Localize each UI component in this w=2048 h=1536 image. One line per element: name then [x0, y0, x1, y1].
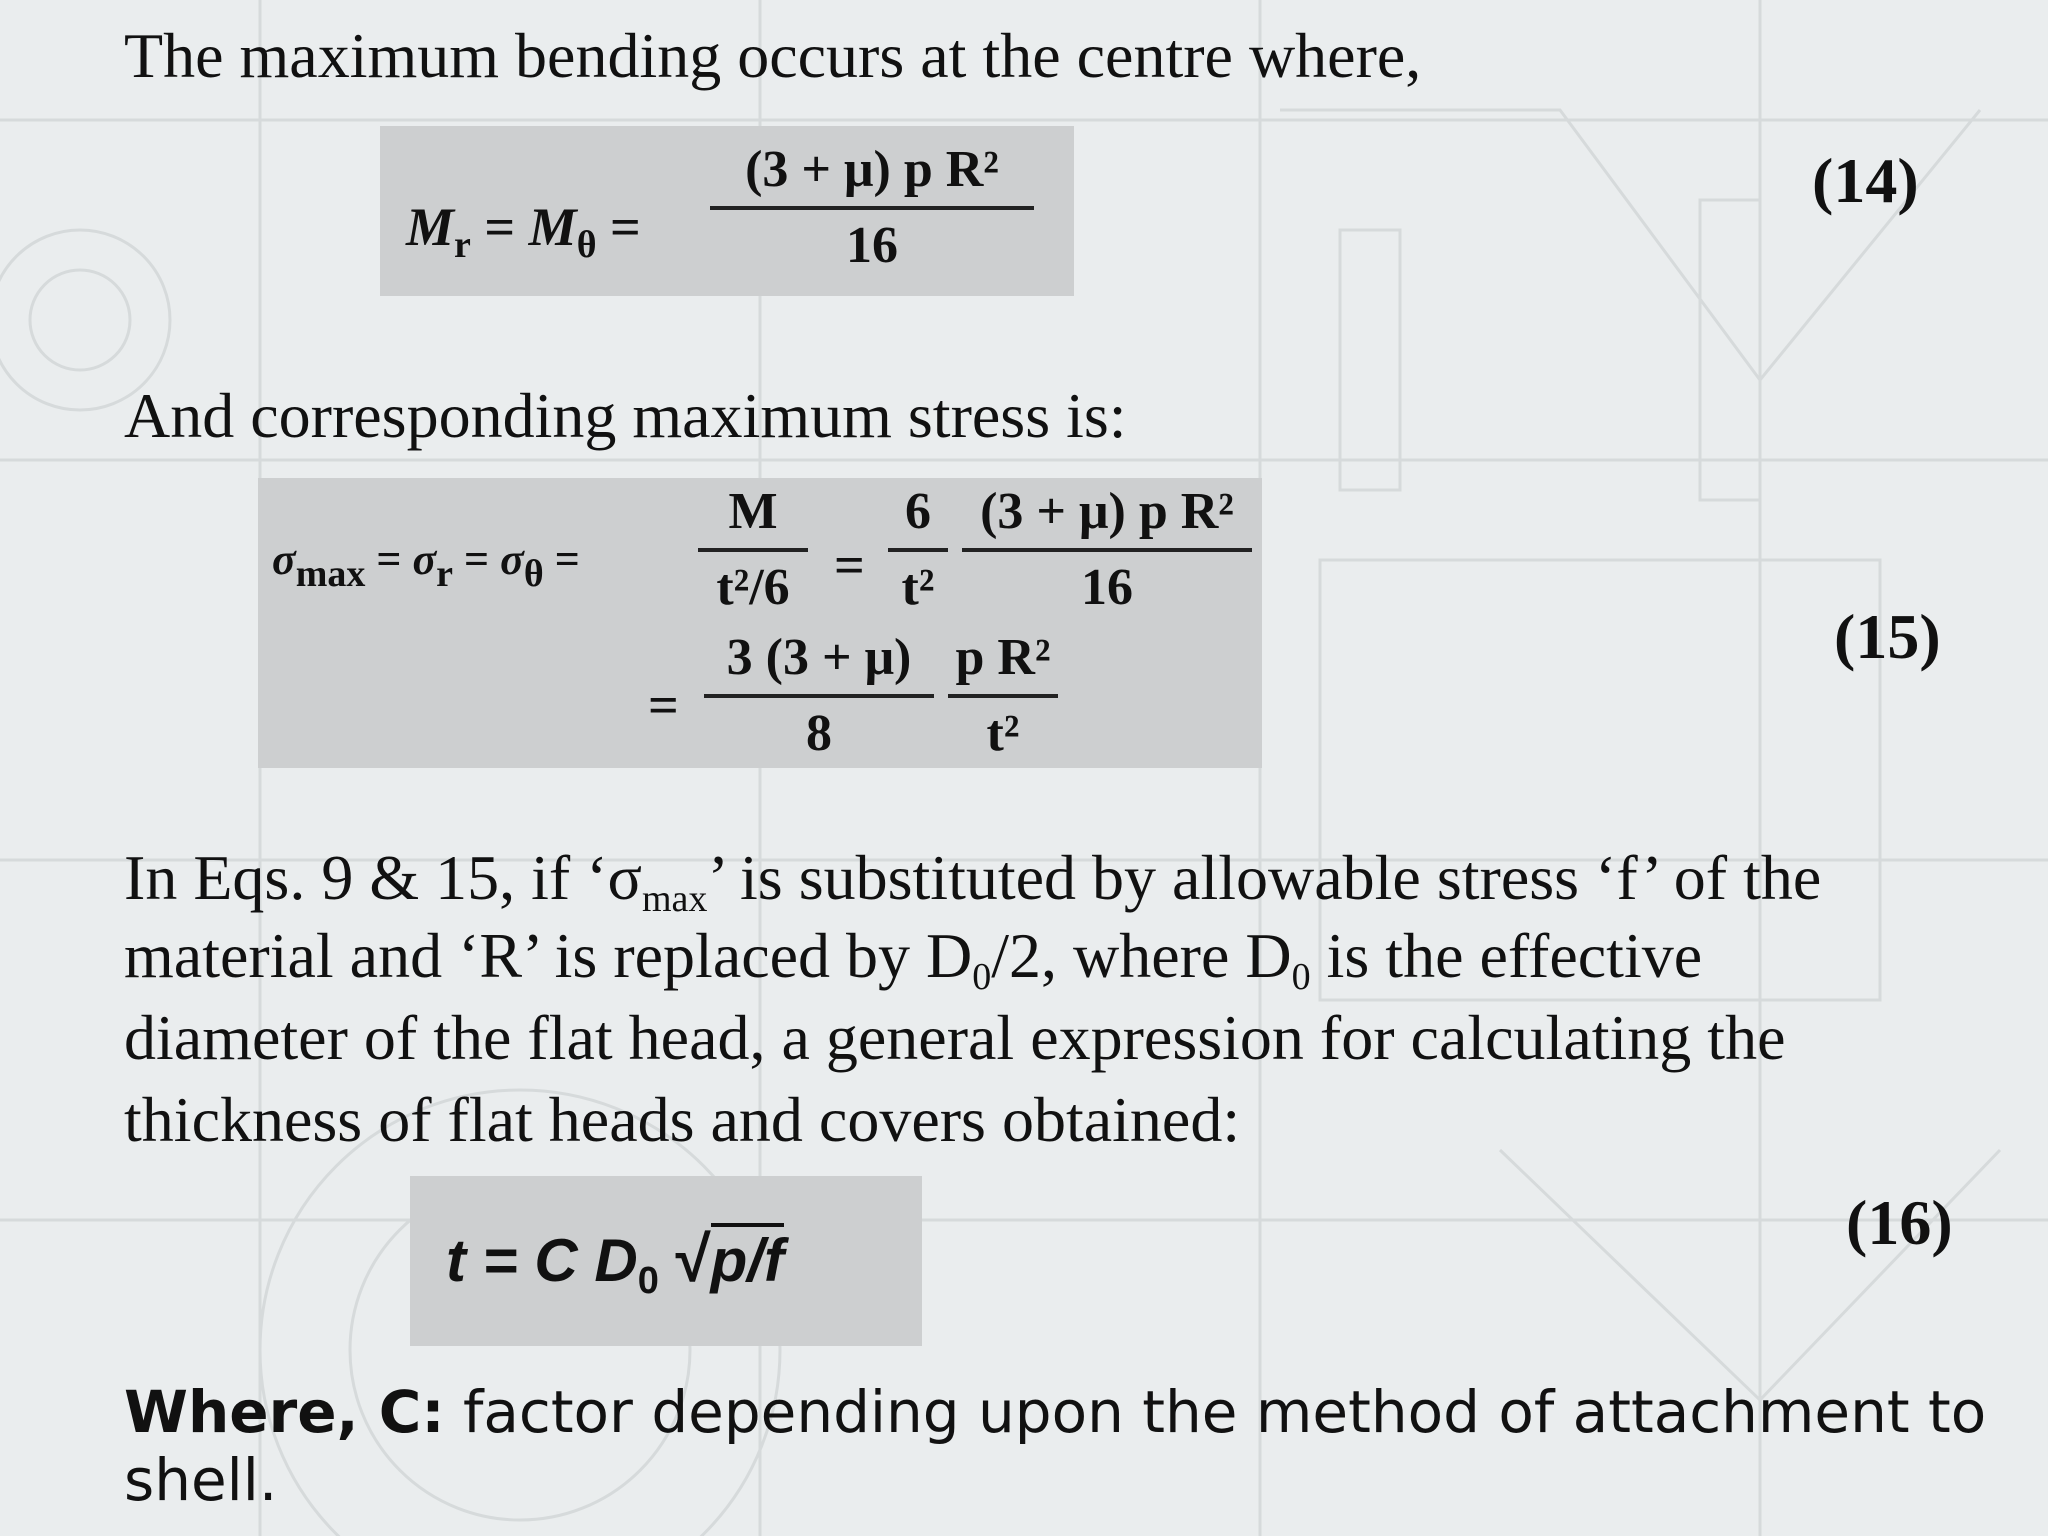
equation-14-lhs: $M_r = M_\theta$ = — [406, 197, 641, 266]
equation-15-fraction-3: (3 + μ) p R² 16 — [962, 482, 1252, 618]
equation-15-fraction-5: p R² t² — [948, 628, 1058, 764]
paragraph-line-3: diameter of the flat head, a general expression for calculating the — [124, 1002, 1786, 1073]
equation-14-number: (14) — [1812, 145, 1919, 216]
where-definition — [124, 1378, 2048, 1514]
where-label: Where, C: — [124, 1378, 445, 1446]
equation-14-box — [380, 126, 1074, 296]
equation-15-fraction-2: 6 t² — [888, 482, 948, 618]
equation-15-fraction-4: 3 (3 + μ) 8 — [704, 628, 934, 764]
paragraph-line-2: material and ‘R’ is replaced by $D_0/2$, where $D_0$ is the effective — [124, 920, 1703, 998]
equation-15-box — [258, 478, 1262, 768]
equation-15-equals-1: = — [834, 535, 865, 595]
stress-intro-text: And corresponding maximum stress is: — [124, 380, 1127, 451]
equation-16-box — [410, 1176, 922, 1346]
equation-15-equals-2: = — [648, 675, 679, 735]
paragraph-line-4: thickness of flat heads and covers obtained: — [124, 1084, 1241, 1155]
equation-16-formula: t = C $D_0$ √p/f — [446, 1223, 784, 1302]
equation-14-fraction — [710, 140, 1034, 276]
where-text: factor depending upon the method of attachment to shell. — [124, 1378, 1987, 1514]
intro-text: The maximum bending occurs at the centre where, — [124, 20, 1422, 91]
equation-14-numerator: (3 + μ) p R² — [745, 141, 999, 198]
equation-15-lhs: $\sigma_{max} = \sigma_r = \sigma_\theta$ = — [272, 535, 580, 595]
equation-16-number: (16) — [1846, 1187, 1953, 1258]
equation-15-number: (15) — [1834, 601, 1941, 672]
equation-14-denominator: 16 — [846, 217, 898, 274]
paragraph-line-1: In Eqs. 9 & 15, if ‘$\sigma_{max}$’ is substituted by allowable stress ‘f’ of the — [124, 842, 1822, 920]
equation-15-fraction-1: M t²/6 — [698, 482, 808, 618]
